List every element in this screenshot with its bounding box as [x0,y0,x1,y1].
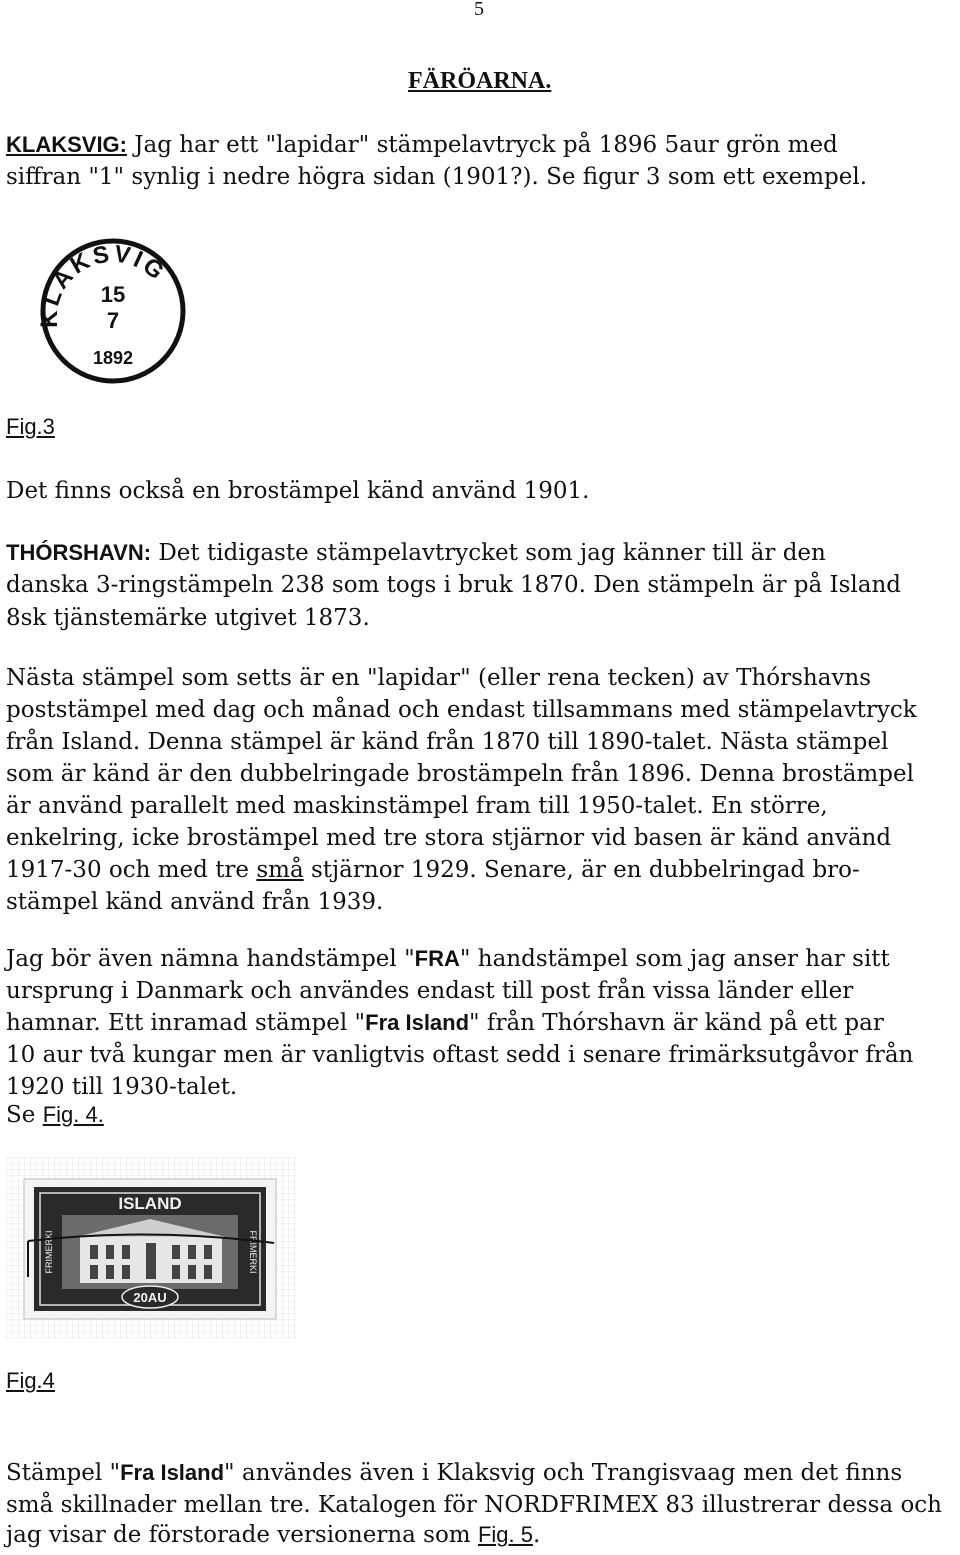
klaksvig-text-1: Jag har ett "lapidar" stämpelavtryck på 1896 5aur grön med [127,132,838,158]
nasta-line-4: som är känd är den dubbelringade brostämpeln från 1896. Denna brostämpel [6,761,914,787]
nasta-line-1: Nästa stämpel som setts är en "lapidar" (eller rena tecken) av Thórshavns [6,665,872,691]
last-text-1-fra-island: Fra Island [120,1460,225,1485]
fra-line-5: 1920 till 1930-talet. [6,1074,238,1100]
nasta-line-3: från Island. Denna stämpel är känd från 1870 till 1890-talet. Nästa stämpel [6,729,889,755]
stamp-side-right: FRIMERKI [248,1230,258,1274]
thorshavn-line-3: 8sk tjänstemärke utgivet 1873. [6,605,370,631]
nasta-line-8: stämpel känd använd från 1939. [6,889,384,915]
fra-text-1b: " handstämpel som jag anser har sitt [459,946,890,972]
last-text-3a: jag visar de förstorade versionerna som [6,1522,478,1548]
fra-line-4: 10 aur två kungar men är vanligtvis oftast sedd i senare frimärksutgåvor från [6,1042,914,1068]
postmark-month: 7 [106,308,120,333]
page-heading: FÄRÖARNA. [408,68,552,94]
postmark-year: 1892 [92,348,134,368]
island-stamp-image [6,1157,296,1343]
nasta-line-7 [6,855,860,885]
nasta-line-6: enkelring, icke brostämpel med tre stora stjärnor vid basen är känd använd [6,825,892,851]
nasta-text-7-underlined: små [256,857,304,883]
fra-text-1a: Jag bör även nämna handstämpel " [6,946,415,972]
fra-text-1-fra: FRA [414,946,460,971]
klaksvig-postmark-image [38,236,188,390]
last-text-1b: " användes även i Klaksvig och Trangisvaag men det finns [224,1460,903,1486]
thorshavn-label: THÓRSHAVN: [6,540,152,565]
klaksvig-line-1 [6,130,838,160]
nasta-line-5: är använd parallelt med maskinstämpel fram till 1950-talet. En större, [6,793,828,819]
fra-line-2: ursprung i Danmark och användes endast till post från vissa länder eller [6,978,854,1004]
stamp-side-left: FRIMERKI [44,1230,54,1274]
stamp-value-text: 20AU [133,1290,167,1305]
fra-line-1 [6,944,890,974]
klaksvig-line-2: siffran "1" synlig i nedre högra sidan (1901?). Se figur 3 som ett exempel. [6,164,868,190]
postmark-day: 15 [100,282,126,307]
brostampel-line: Det finns också en brostämpel känd använd 1901. [6,478,590,504]
last-line-1 [6,1458,902,1488]
last-text-3b: . [532,1522,541,1548]
fra-text-3b: " från Thórshavn är känd på ett par [469,1010,884,1036]
figure4-caption: Fig.4 [6,1368,55,1393]
fra-text-6a: Se [6,1102,43,1128]
fig5-link[interactable]: Fig. 5 [477,1522,533,1547]
fra-text-3-fra-island: Fra Island [365,1010,470,1035]
thorshavn-line-2: danska 3-ringstämpeln 238 som togs i bruk 1870. Den stämpeln är på Island [6,572,902,598]
klaksvig-label: KLAKSVIG: [6,132,127,157]
stamp-country-text: ISLAND [118,1194,182,1213]
nasta-text-7b: stjärnor 1929. Senare, är en dubbelringad bro- [303,857,860,883]
fra-text-3a: hamnar. Ett inramad stämpel " [6,1010,366,1036]
last-line-2: små skillnader mellan tre. Katalogen för NORDFRIMEX 83 illustrerar dessa och [6,1492,942,1518]
nasta-text-7a: 1917-30 och med tre [6,857,257,883]
thorshavn-text-1: Det tidigaste stämpelavtrycket som jag känner till är den [151,540,826,566]
postmark-town-text: KLAKSVIG [38,240,172,328]
fig4-link[interactable]: Fig. 4. [42,1102,104,1127]
fra-line-3 [6,1008,884,1038]
page-number: 5 [474,0,484,20]
thorshavn-line-1 [6,538,826,568]
figure3-caption: Fig.3 [6,414,55,439]
nasta-line-2: poststämpel med dag och månad och endast tillsammans med stämpelavtryck [6,697,917,723]
fra-line-6 [6,1100,104,1130]
last-line-3 [6,1520,540,1550]
last-text-1a: Stämpel " [6,1460,121,1486]
